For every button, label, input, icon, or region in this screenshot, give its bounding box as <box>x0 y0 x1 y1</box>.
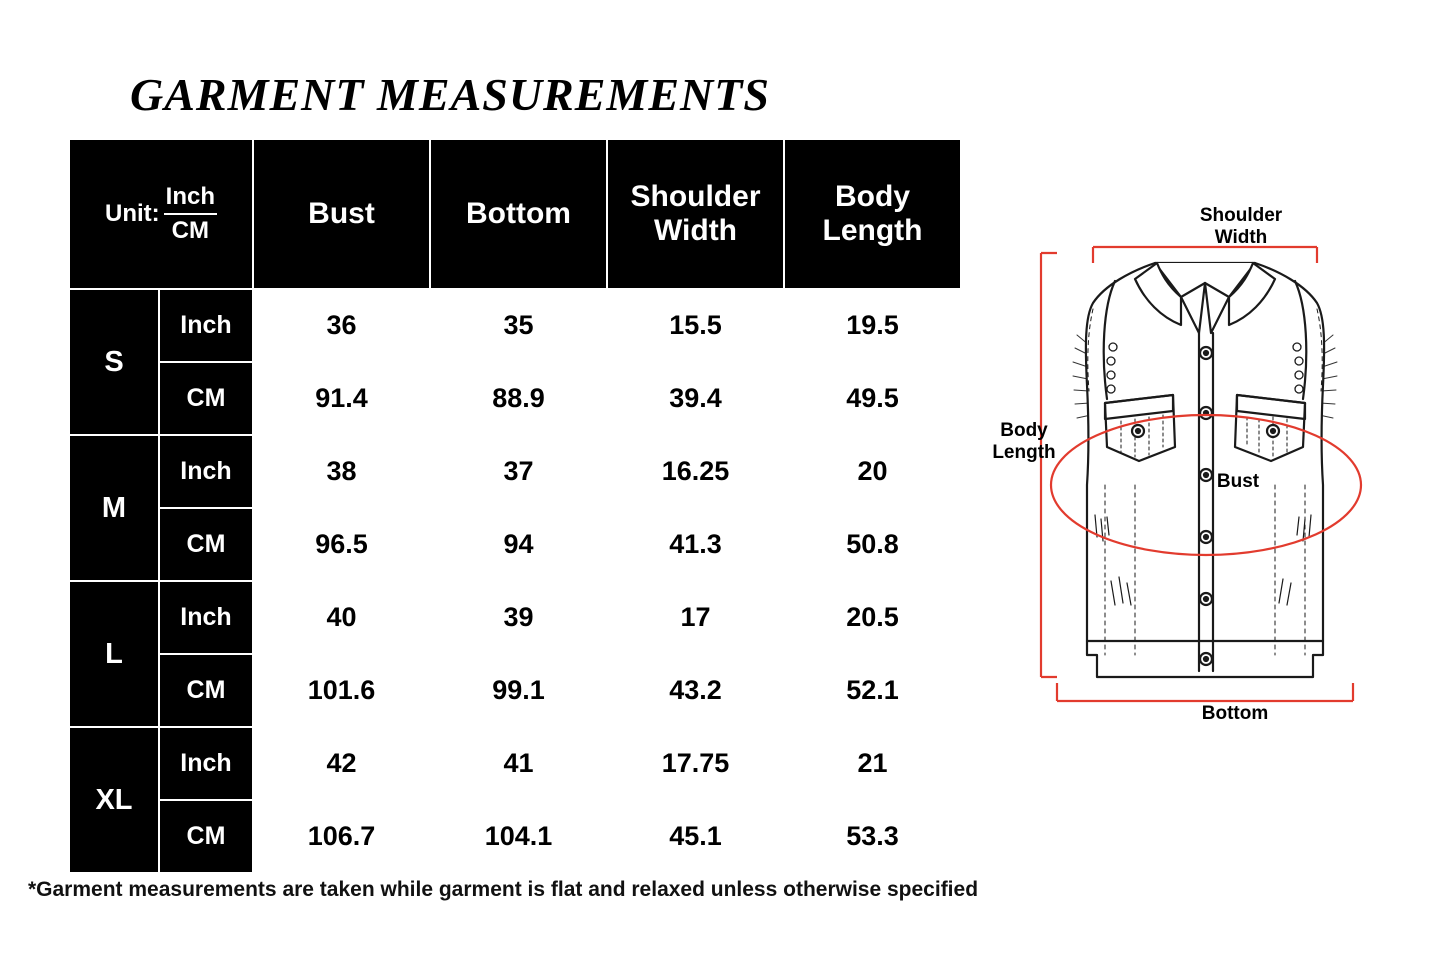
table-header-row <box>69 139 961 289</box>
bust-label: Bust <box>1216 471 1260 492</box>
cell-bottom: 88.9 <box>430 362 607 435</box>
unit-cell: Inch <box>159 727 253 800</box>
cell-shoulder: 17 <box>607 581 784 654</box>
unit-cell: CM <box>159 800 253 873</box>
cell-bust: 38 <box>253 435 430 508</box>
cell-bottom: 41 <box>430 727 607 800</box>
cell-bust: 40 <box>253 581 430 654</box>
body-length-label: Body Length <box>992 420 1056 463</box>
unit-header-inch: Inch <box>165 183 215 211</box>
cell-length: 53.3 <box>784 800 961 873</box>
size-label-l: L <box>69 581 159 727</box>
unit-cell: Inch <box>159 435 253 508</box>
footnote: *Garment measurements are taken while garment is flat and relaxed unless otherwise specified <box>28 878 979 901</box>
cell-bust: 106.7 <box>253 800 430 873</box>
cell-bottom: 99.1 <box>430 654 607 727</box>
size-label-m: M <box>69 435 159 581</box>
column-header-bust: Bust <box>253 139 430 289</box>
page-title: GARMENT MEASUREMENTS <box>130 69 770 120</box>
unit-header-cm: CM <box>171 217 209 244</box>
cell-bust: 96.5 <box>253 508 430 581</box>
table-row <box>69 508 961 581</box>
table-row <box>69 435 961 508</box>
bottom-label: Bottom <box>1201 703 1269 724</box>
unit-cell: CM <box>159 508 253 581</box>
cell-bottom: 94 <box>430 508 607 581</box>
unit-cell: CM <box>159 654 253 727</box>
size-label-xl: XL <box>69 727 159 873</box>
unit-fraction-bar <box>164 213 217 215</box>
cell-length: 50.8 <box>784 508 961 581</box>
unit-cell: Inch <box>159 289 253 362</box>
cell-length: 21 <box>784 727 961 800</box>
table-row <box>69 727 961 800</box>
table-row <box>69 362 961 435</box>
cell-bust: 91.4 <box>253 362 430 435</box>
cell-bottom: 35 <box>430 289 607 362</box>
cell-length: 20 <box>784 435 961 508</box>
cell-shoulder: 16.25 <box>607 435 784 508</box>
garment-illustration-svg <box>985 185 1425 745</box>
cell-length: 19.5 <box>784 289 961 362</box>
cell-shoulder: 17.75 <box>607 727 784 800</box>
cell-shoulder: 43.2 <box>607 654 784 727</box>
cell-shoulder: 41.3 <box>607 508 784 581</box>
column-header-body-length: Body Length <box>784 139 961 289</box>
unit-header-cell <box>69 139 253 289</box>
cell-shoulder: 45.1 <box>607 800 784 873</box>
table-row <box>69 800 961 873</box>
cell-bust: 101.6 <box>253 654 430 727</box>
garment-measurements-table <box>68 138 962 874</box>
cell-length: 49.5 <box>784 362 961 435</box>
cell-length: 52.1 <box>784 654 961 727</box>
cell-bottom: 104.1 <box>430 800 607 873</box>
cell-shoulder: 15.5 <box>607 289 784 362</box>
unit-cell: CM <box>159 362 253 435</box>
shoulder-width-label: Shoulder Width <box>1199 205 1283 248</box>
cell-shoulder: 39.4 <box>607 362 784 435</box>
cell-bust: 42 <box>253 727 430 800</box>
column-header-bottom: Bottom <box>430 139 607 289</box>
size-label-s: S <box>69 289 159 435</box>
table-row <box>69 654 961 727</box>
cell-length: 20.5 <box>784 581 961 654</box>
column-header-shoulder-width: Shoulder Width <box>607 139 784 289</box>
cell-bottom: 37 <box>430 435 607 508</box>
table-row <box>69 289 961 362</box>
table-row <box>69 581 961 654</box>
cell-bust: 36 <box>253 289 430 362</box>
cell-bottom: 39 <box>430 581 607 654</box>
unit-cell: Inch <box>159 581 253 654</box>
unit-header-label: Unit: <box>105 200 160 227</box>
garment-diagram <box>985 185 1425 745</box>
